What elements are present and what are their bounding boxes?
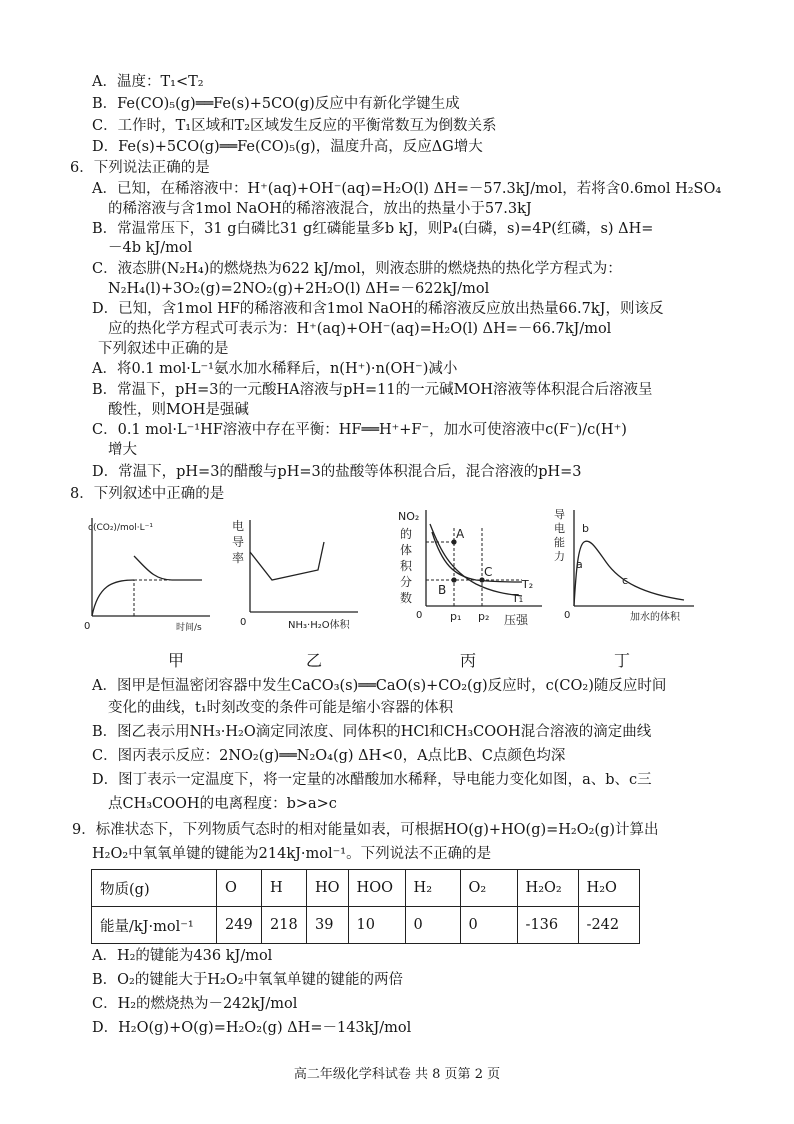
table-cell: 218	[262, 907, 307, 944]
table-cell: H₂	[405, 870, 460, 907]
caption-jia: 甲	[168, 651, 185, 670]
bing-origin: 0	[416, 610, 423, 621]
table-cell: O	[217, 870, 262, 907]
yi-y1: 电	[232, 519, 245, 533]
bing-p2: p₂	[478, 610, 490, 623]
text-line: 应的热化学方程式可表示为：H⁺(aq)+OH⁻(aq)=H₂O(l) ΔH=－66.7kJ/mol	[108, 321, 612, 337]
figure-jia	[84, 508, 214, 638]
bing-xlabel: 压强	[504, 613, 529, 627]
caption-ding: 丁	[614, 651, 631, 670]
text-line: －4b kJ/mol	[108, 240, 193, 256]
yi-y3: 率	[232, 551, 245, 565]
text-line: A．已知，在稀溶液中：H⁺(aq)+OH⁻(aq)=H₂O(l) ΔH=－57.3kJ/mol，若将含0.6mol H₂SO₄	[92, 181, 722, 197]
table-cell: -136	[517, 907, 578, 944]
ding-c: c	[622, 574, 629, 587]
table-cell: 10	[348, 907, 405, 944]
ding-xlabel: 加水的体积	[630, 612, 680, 623]
bing-y3: 体	[400, 543, 413, 557]
table-cell: HO	[307, 870, 349, 907]
text-line: 增大	[108, 442, 137, 458]
ding-y4: 力	[554, 550, 565, 563]
text-line: A．图甲是恒温密闭容器中发生CaCO₃(s)══CaO(s)+CO₂(g)反应时，c(CO₂)随反应时间	[92, 678, 667, 694]
table-cell: HOO	[348, 870, 405, 907]
text-line: B．常温常压下，31 g白磷比31 g红磷能量多b kJ，则P₄(白磷，s)=4P(红磷，s) ΔH=	[92, 221, 654, 237]
table-cell: -242	[578, 907, 639, 944]
text-line: 8．下列叙述中正确的是	[70, 486, 225, 502]
figure-yi	[228, 508, 368, 638]
energy-table	[91, 869, 640, 944]
ding-a: a	[576, 558, 583, 571]
caption-yi: 乙	[306, 651, 323, 670]
bing-T1: T₁	[512, 592, 524, 605]
figure-ding	[548, 502, 698, 634]
text-line: 点CH₃COOH的电离程度：b>a>c	[108, 796, 337, 812]
jia-xlabel: 时间/s	[176, 623, 202, 633]
table-cell: O₂	[460, 870, 517, 907]
page-footer: 高二年级化学科试卷 共 8 页第 2 页	[293, 1067, 501, 1082]
text-line: C．液态肼(N₂H₄)的燃烧热为622 kJ/mol，则液态肼的燃烧热的热化学方程式为：	[92, 261, 622, 277]
table-cell: 0	[405, 907, 460, 944]
figure-bing	[396, 504, 546, 636]
bing-y6: 数	[400, 591, 413, 605]
yi-origin: 0	[240, 617, 247, 628]
text-line: 变化的曲线，t₁时刻改变的条件可能是缩小容器的体积	[108, 700, 454, 716]
caption-bing: 丙	[460, 651, 477, 670]
ding-b: b	[582, 522, 589, 535]
text-line: D．已知，含1mol HF的稀溶液和含1mol NaOH的稀溶液反应放出热量66.7kJ，则该反	[92, 301, 664, 317]
jia-origin: 0	[84, 621, 91, 632]
text-line: C．图丙表示反应：2NO₂(g)══N₂O₄(g) ΔH<0，A点比B、C点颜色均深	[92, 748, 566, 764]
bing-C: C	[484, 565, 493, 579]
text-line: H₂O₂中氧氧单键的键能为214kJ·mol⁻¹。下列说法不正确的是	[92, 846, 492, 862]
table-cell: H	[262, 870, 307, 907]
text-line: B．O₂的键能大于H₂O₂中氧氧单键的键能的两倍	[92, 972, 404, 988]
jia-ylabel: c(CO₂)/mol·L⁻¹	[88, 523, 153, 533]
text-line: C．0.1 mol·L⁻¹HF溶液中存在平衡：HF══H⁺+F⁻，加水可使溶液中c(F⁻)/c(H⁺)	[92, 422, 627, 438]
ding-y2: 电	[554, 522, 565, 535]
table-header-row	[92, 870, 640, 907]
bing-T2: T₂	[522, 578, 534, 591]
text-line: D．常温下，pH=3的醋酸与pH=3的盐酸等体积混合后，混合溶液的pH=3	[92, 464, 582, 480]
table-cell: 物质(g)	[92, 870, 217, 907]
bing-B: B	[438, 583, 447, 597]
ding-origin: 0	[564, 610, 571, 621]
text-line: C．工作时，T₁区域和T₂区域发生反应的平衡常数互为倒数关系	[92, 118, 497, 134]
yi-xlabel: NH₃·H₂O体积	[288, 620, 350, 631]
table-cell: 能量/kJ·mol⁻¹	[92, 907, 217, 944]
text-line: 下列叙述中正确的是	[98, 341, 229, 357]
text-line: 6．下列说法正确的是	[70, 160, 210, 176]
ding-y1: 导	[554, 508, 565, 521]
bing-A: A	[456, 527, 465, 541]
text-line: A．将0.1 mol·L⁻¹氨水加水稀释后，n(H⁺)·n(OH⁻)减小	[92, 361, 458, 377]
text-line: N₂H₄(l)+3O₂(g)=2NO₂(g)+2H₂O(l) ΔH=－622kJ/mol	[108, 281, 490, 297]
text-line: B．Fe(CO)₅(g)══Fe(s)+5CO(g)反应中有新化学键生成	[92, 96, 460, 112]
table-cell: 0	[460, 907, 517, 944]
table-cell: 39	[307, 907, 349, 944]
text-line: D．Fe(s)+5CO(g)══Fe(CO)₅(g)，温度升高，反应ΔG增大	[92, 139, 483, 155]
text-line: B．常温下，pH=3的一元酸HA溶液与pH=11的一元碱MOH溶液等体积混合后溶液呈	[92, 382, 653, 398]
table-cell: 249	[217, 907, 262, 944]
bing-p1: p₁	[450, 610, 462, 623]
bing-y5: 分	[400, 575, 413, 589]
text-line: 的稀溶液与含1mol NaOH的稀溶液混合，放出的热量小于57.3kJ	[108, 201, 532, 217]
table-cell: H₂O₂	[517, 870, 578, 907]
table-cell: H₂O	[578, 870, 639, 907]
yi-y2: 导	[232, 535, 245, 549]
bing-y4: 积	[400, 559, 413, 573]
text-line: C．H₂的燃烧热为－242kJ/mol	[92, 996, 298, 1012]
text-line: 9．标准状态下，下列物质气态时的相对能量如表，可根据HO(g)+HO(g)=H₂O₂(g)计算出	[72, 822, 659, 838]
bing-y2: 的	[400, 527, 413, 541]
text-line: D．图丁表示一定温度下，将一定量的冰醋酸加水稀释，导电能力变化如图，a、b、c三	[92, 772, 652, 788]
ding-y3: 能	[554, 536, 565, 549]
table-row	[92, 907, 640, 944]
text-line: D．H₂O(g)+O(g)=H₂O₂(g) ΔH=－143kJ/mol	[92, 1020, 412, 1036]
text-line: A．温度：T₁<T₂	[92, 74, 204, 90]
text-line: 酸性，则MOH是强碱	[108, 402, 249, 418]
bing-y1: NO₂	[398, 510, 420, 523]
text-line: A．H₂的键能为436 kJ/mol	[92, 948, 273, 964]
text-line: B．图乙表示用NH₃·H₂O滴定同浓度、同体积的HCl和CH₃COOH混合溶液的滴定曲线	[92, 724, 652, 740]
